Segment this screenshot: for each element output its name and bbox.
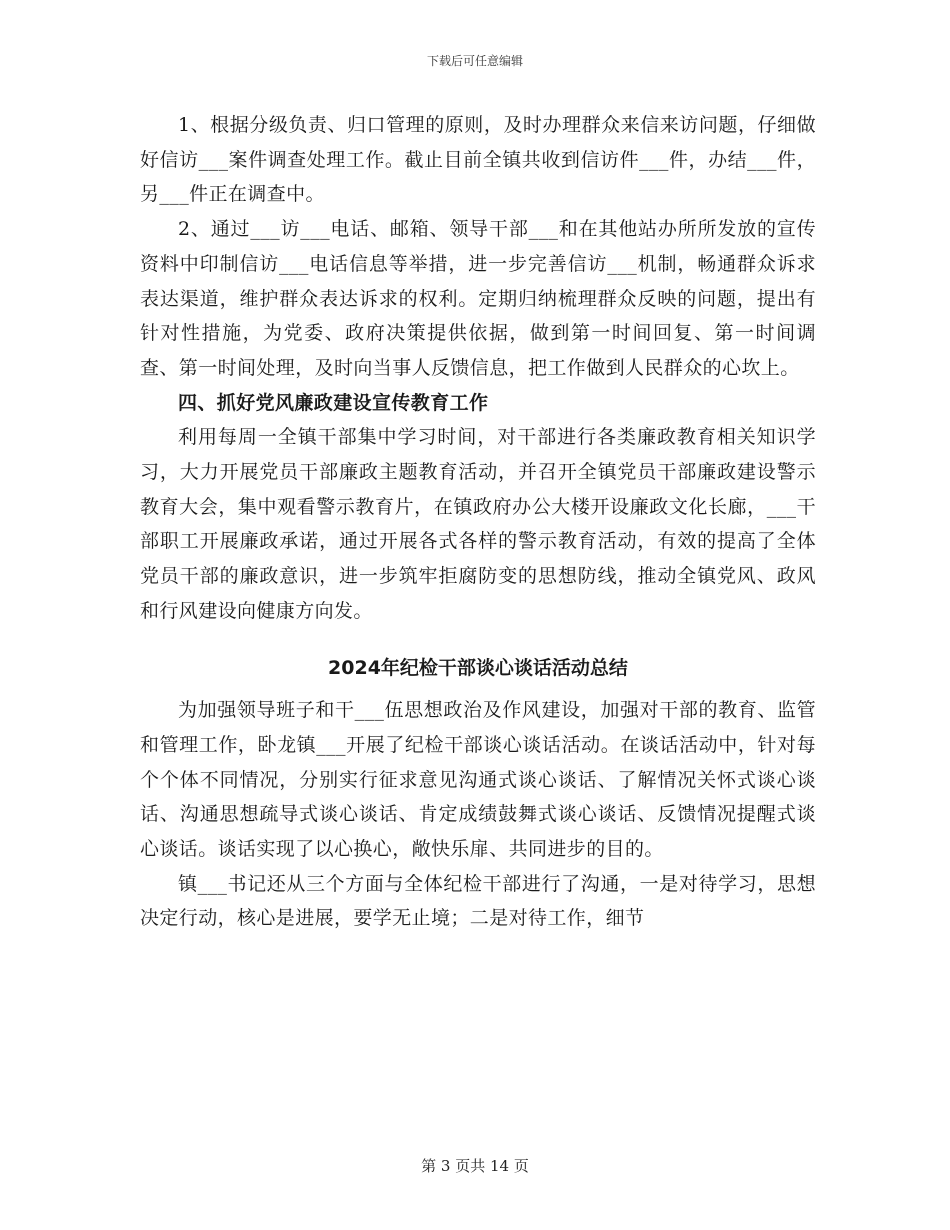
section-heading-integrity-education: 四、抓好党风廉政建设宣传教育工作 [178, 391, 489, 414]
paragraph-secretary-communication: 镇___书记还从三个方面与全体纪检干部进行了沟通，一是对待学习，思想决定行动，核心是进展，要学无止境；二是对待工作，细节 [140, 872, 816, 930]
page-footer: 第 3 页共 14 页 [421, 1157, 529, 1175]
paragraph-letters-visits: 1、根据分级负责、归口管理的原则，及时办理群众来信来访问题，仔细做好信访___案件调查处理工作。截止目前全镇共收到信访件___件，办结___件，另___件正在调查中。 [140, 114, 816, 206]
page-header: 下载后可任意编辑 [426, 54, 523, 68]
document-title: 2024年纪检干部谈心谈话活动总结 [328, 656, 628, 679]
paragraph-petition-channels: 2、通过___访___电话、邮箱、领导干部___和在其他站办所所发放的宣传资料中印制信访___电话信息等举措，进一步完善信访___机制，畅通群众诉求表达渠道，维护群众表达诉求的权利。定期归纳梳理群众反映的问题，提出有针对性措施，为党委、政府决策提供依据，做到第一时间回复、第一时间调查、第一时间处理，及时向当事人反馈信息，把工作做到人民群众的心坎上。 [140, 218, 816, 379]
paragraph-integrity-education: 利用每周一全镇干部集中学习时间，对干部进行各类廉政教育相关知识学习，大力开展党员干部廉政主题教育活动，并召开全镇党员干部廉政建设警示教育大会，集中观看警示教育片，在镇政府办公大楼开设廉政文化长廊，___干部职工开展廉政承诺，通过开展各式各样的警示教育活动，有效的提高了全体党员干部的廉政意识，进一步筑牢拒腐防变的思想防线，推动全镇党风、政风和行风建设向健康方向发。 [140, 426, 816, 622]
paragraph-talk-activity: 为加强领导班子和干___伍思想政治及作风建设，加强对干部的教育、监管和管理工作，卧龙镇___开展了纪检干部谈心谈话活动。在谈话活动中，针对每个个体不同情况，分别实行征求意见沟通式谈心谈话、了解情况关怀式谈心谈话、沟通思想疏导式谈心谈话、肯定成绩鼓舞式谈心谈话、反馈情况提醒式谈心谈话。谈话实现了以心换心，敞快乐扉、共同进步的目的。 [140, 699, 816, 861]
document-body [140, 108, 816, 936]
